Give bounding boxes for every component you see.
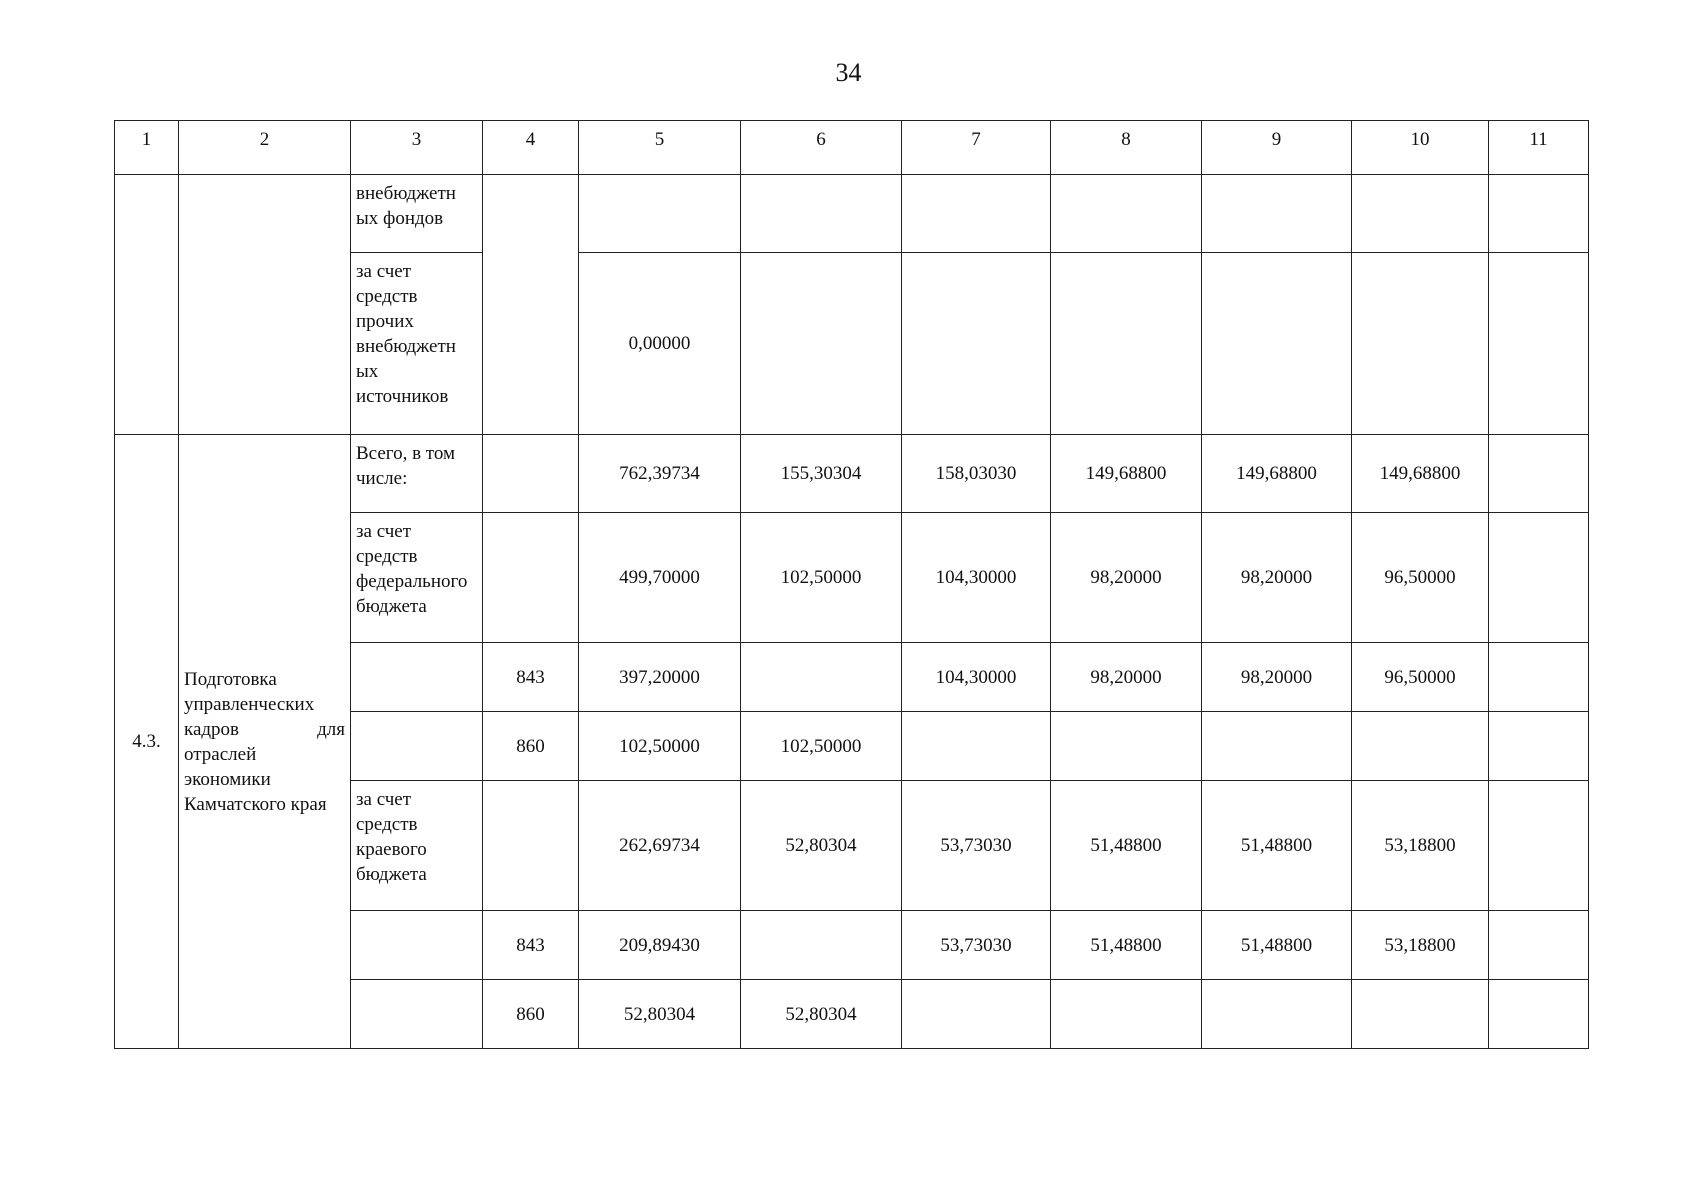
code-cell	[483, 513, 579, 643]
value-cell	[1051, 980, 1202, 1049]
value-cell: 158,03030	[902, 435, 1051, 513]
page-number: 34	[835, 58, 862, 87]
code-cell	[483, 175, 579, 435]
header-cell: 7	[902, 121, 1051, 175]
value-cell	[1352, 253, 1489, 435]
value-cell: 96,50000	[1352, 643, 1489, 712]
funding-source-cell: внебюджетн ых фондов	[351, 175, 483, 253]
value-cell: 149,68800	[1352, 435, 1489, 513]
value-cell	[1489, 911, 1589, 980]
budget-table	[114, 120, 1589, 1049]
funding-source-cell: за счет средств федерального бюджета	[351, 513, 483, 643]
value-cell	[1489, 435, 1589, 513]
value-cell: 149,68800	[1051, 435, 1202, 513]
value-cell	[579, 175, 741, 253]
value-cell	[1202, 980, 1352, 1049]
header-cell: 5	[579, 121, 741, 175]
value-cell	[741, 643, 902, 712]
value-cell	[1489, 175, 1589, 253]
value-cell	[1489, 643, 1589, 712]
value-cell	[1489, 253, 1589, 435]
value-cell	[1202, 253, 1352, 435]
value-cell: 104,30000	[902, 643, 1051, 712]
value-cell: 209,89430	[579, 911, 741, 980]
value-cell: 104,30000	[902, 513, 1051, 643]
value-cell: 53,18800	[1352, 781, 1489, 911]
value-cell: 52,80304	[741, 980, 902, 1049]
header-cell: 1	[115, 121, 179, 175]
value-cell: 0,00000	[579, 253, 741, 435]
item-name-cell: Подготовка управленческих кадров для отраслей экономики Камчатского края	[179, 435, 351, 1049]
header-cell: 4	[483, 121, 579, 175]
value-cell	[1352, 712, 1489, 781]
value-cell	[1352, 175, 1489, 253]
code-cell	[483, 781, 579, 911]
value-cell: 51,48800	[1202, 911, 1352, 980]
value-cell: 499,70000	[579, 513, 741, 643]
value-cell: 262,69734	[579, 781, 741, 911]
value-cell: 98,20000	[1202, 513, 1352, 643]
value-cell: 98,20000	[1202, 643, 1352, 712]
value-cell: 51,48800	[1051, 911, 1202, 980]
table-row	[115, 175, 1589, 253]
value-cell: 96,50000	[1352, 513, 1489, 643]
value-cell	[902, 253, 1051, 435]
funding-source-cell	[351, 911, 483, 980]
value-cell: 53,73030	[902, 911, 1051, 980]
value-cell	[902, 175, 1051, 253]
value-cell	[1202, 175, 1352, 253]
code-cell: 860	[483, 712, 579, 781]
header-cell: 10	[1352, 121, 1489, 175]
value-cell: 53,73030	[902, 781, 1051, 911]
header-row	[115, 121, 1589, 175]
funding-source-cell: за счет средств краевого бюджета	[351, 781, 483, 911]
value-cell: 102,50000	[741, 513, 902, 643]
value-cell	[1051, 175, 1202, 253]
value-cell: 155,30304	[741, 435, 902, 513]
value-cell	[1202, 712, 1352, 781]
value-cell: 51,48800	[1051, 781, 1202, 911]
value-cell	[741, 253, 902, 435]
funding-source-cell: за счет средств прочих внебюджетн ых источников	[351, 253, 483, 435]
header-cell: 3	[351, 121, 483, 175]
value-cell	[741, 911, 902, 980]
value-cell: 98,20000	[1051, 643, 1202, 712]
header-cell: 6	[741, 121, 902, 175]
value-cell: 762,39734	[579, 435, 741, 513]
value-cell: 102,50000	[741, 712, 902, 781]
code-cell: 843	[483, 643, 579, 712]
code-cell	[483, 435, 579, 513]
table-row	[115, 435, 1589, 513]
item-number-cell: 4.3.	[115, 435, 179, 1049]
value-cell: 51,48800	[1202, 781, 1352, 911]
funding-source-cell	[351, 980, 483, 1049]
value-cell: 53,18800	[1352, 911, 1489, 980]
value-cell	[1352, 980, 1489, 1049]
value-cell: 98,20000	[1051, 513, 1202, 643]
value-cell	[1489, 980, 1589, 1049]
value-cell: 102,50000	[579, 712, 741, 781]
code-cell: 843	[483, 911, 579, 980]
value-cell: 149,68800	[1202, 435, 1352, 513]
value-cell	[1489, 781, 1589, 911]
header-cell: 8	[1051, 121, 1202, 175]
value-cell	[1051, 712, 1202, 781]
value-cell: 52,80304	[741, 781, 902, 911]
value-cell	[741, 175, 902, 253]
value-cell	[1489, 712, 1589, 781]
code-cell: 860	[483, 980, 579, 1049]
funding-source-cell	[351, 643, 483, 712]
value-cell	[902, 712, 1051, 781]
value-cell: 52,80304	[579, 980, 741, 1049]
item-name-cell	[179, 175, 351, 435]
value-cell	[902, 980, 1051, 1049]
funding-source-cell: Всего, в том числе:	[351, 435, 483, 513]
funding-source-cell	[351, 712, 483, 781]
value-cell: 397,20000	[579, 643, 741, 712]
value-cell	[1489, 513, 1589, 643]
header-cell: 2	[179, 121, 351, 175]
value-cell	[1051, 253, 1202, 435]
header-cell: 9	[1202, 121, 1352, 175]
header-cell: 11	[1489, 121, 1589, 175]
item-number-cell	[115, 175, 179, 435]
